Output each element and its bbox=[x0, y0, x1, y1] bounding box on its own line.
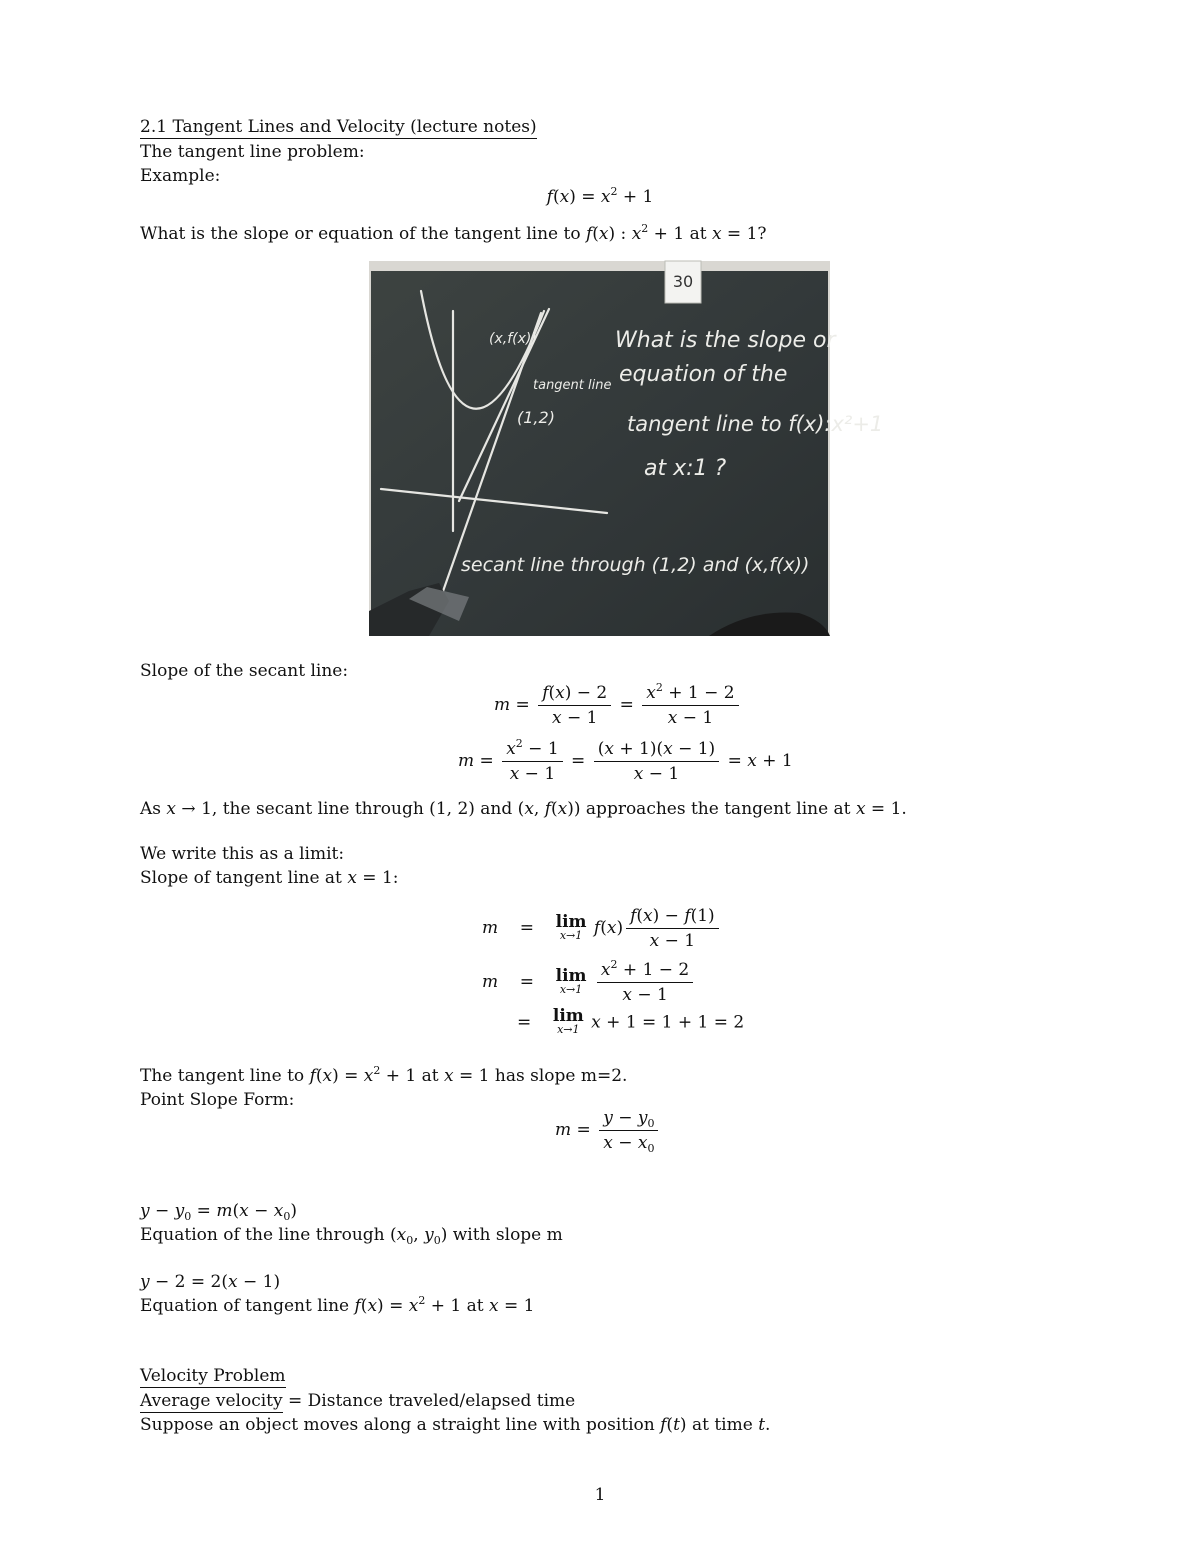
label-point-general: (x,f(x)) bbox=[489, 331, 537, 347]
section-title-suffix: (lecture notes) bbox=[410, 117, 537, 137]
page-number: 1 bbox=[594, 1485, 606, 1505]
board-secant-label: secant line through (1,2) and (x,f(x)) bbox=[461, 554, 810, 576]
board-question-4: at x:1 ? bbox=[644, 456, 727, 481]
board-question-3: tangent line to f(x):x²+1 bbox=[627, 412, 884, 436]
limit-eq-3: = lim x→1 x + 1 = 1 + 1 = 2 bbox=[517, 1006, 745, 1036]
number-card-text: 30 bbox=[672, 272, 694, 291]
point-slope-equation: $y - y_0 = m(x - x_0)$ bbox=[140, 1201, 297, 1223]
question-tail: at bbox=[689, 224, 707, 244]
chalkboard-photo bbox=[369, 261, 884, 636]
board-question-1: What is the slope or bbox=[615, 328, 836, 353]
velocity-heading-line bbox=[140, 1365, 286, 1387]
limit-slope-label: Slope of tangent line at x = 1: bbox=[140, 868, 399, 888]
limit-eq-2: m = lim x→1 $\frac{x^2 + 1 - 2}{x - 1}$ bbox=[482, 960, 696, 1005]
approach-sentence: As x → 1, the secant line through (1, 2) and (x, f(x)) approaches the tangent line at x = 1. bbox=[140, 799, 907, 819]
average-velocity-def: = Distance traveled/elapsed time bbox=[288, 1391, 576, 1411]
chalkboard bbox=[371, 271, 828, 636]
secant-heading: Slope of the secant line: bbox=[140, 661, 349, 681]
point-slope-label: Point Slope Form: bbox=[140, 1090, 295, 1110]
board-question-2: equation of the bbox=[619, 362, 788, 387]
example-function: $f(x) = x^2 + 1$ bbox=[546, 185, 654, 207]
limit-eq-1: m = lim x→1 f(x) $\frac{f(x) - f(1)}{x - 1}$ bbox=[482, 906, 722, 951]
subtitle: The tangent line problem: bbox=[140, 142, 365, 162]
tangent-result: The tangent line to $f(x) = x^2 + 1$ at x = 1 has slope m=2. bbox=[140, 1064, 628, 1086]
example-question: What is the slope or equation of the tangent line to f(x) : $x^2 + 1$ at x = 1? bbox=[140, 222, 767, 244]
label-point: (1,2) bbox=[517, 408, 555, 427]
section-title-line bbox=[140, 116, 537, 138]
question-text: What is the slope or equation of the tangent line to bbox=[140, 224, 581, 244]
tangent-description: Equation of tangent line $f(x) = x^2 + 1$ at x = 1 bbox=[140, 1294, 535, 1316]
section-title-text: 2.1 Tangent Lines and Velocity bbox=[140, 117, 405, 137]
section-title bbox=[140, 117, 537, 139]
line-description: Equation of the line through ($x_0$, $y_0$) with slope m bbox=[140, 1225, 563, 1247]
secant-slope-eq-2: m = $\frac{x^2 - 1}{x - 1}$ = $\frac{(x + 1)(x - 1)}{x - 1}$ = x + 1 bbox=[458, 737, 793, 784]
velocity-heading: Velocity Problem bbox=[140, 1366, 286, 1386]
tangent-equation: y − 2 = 2(x − 1) bbox=[140, 1272, 281, 1292]
secant-slope-eq-1: m = $\frac{f(x) - 2}{x - 1}$ = $\frac{x^2 + 1 - 2}{x - 1}$ bbox=[494, 683, 742, 728]
example-label: Example: bbox=[140, 166, 221, 186]
average-velocity-label: Average velocity bbox=[140, 1391, 283, 1411]
point-slope-formula: m = $\frac{y - y_0}{x - x_0}$ bbox=[555, 1108, 661, 1153]
label-tangent-line: tangent line bbox=[533, 378, 612, 393]
limit-intro: We write this as a limit: bbox=[140, 844, 345, 864]
suppose-sentence: Suppose an object moves along a straight line with position f(t) at time t. bbox=[140, 1415, 771, 1435]
average-velocity-line bbox=[140, 1390, 575, 1412]
